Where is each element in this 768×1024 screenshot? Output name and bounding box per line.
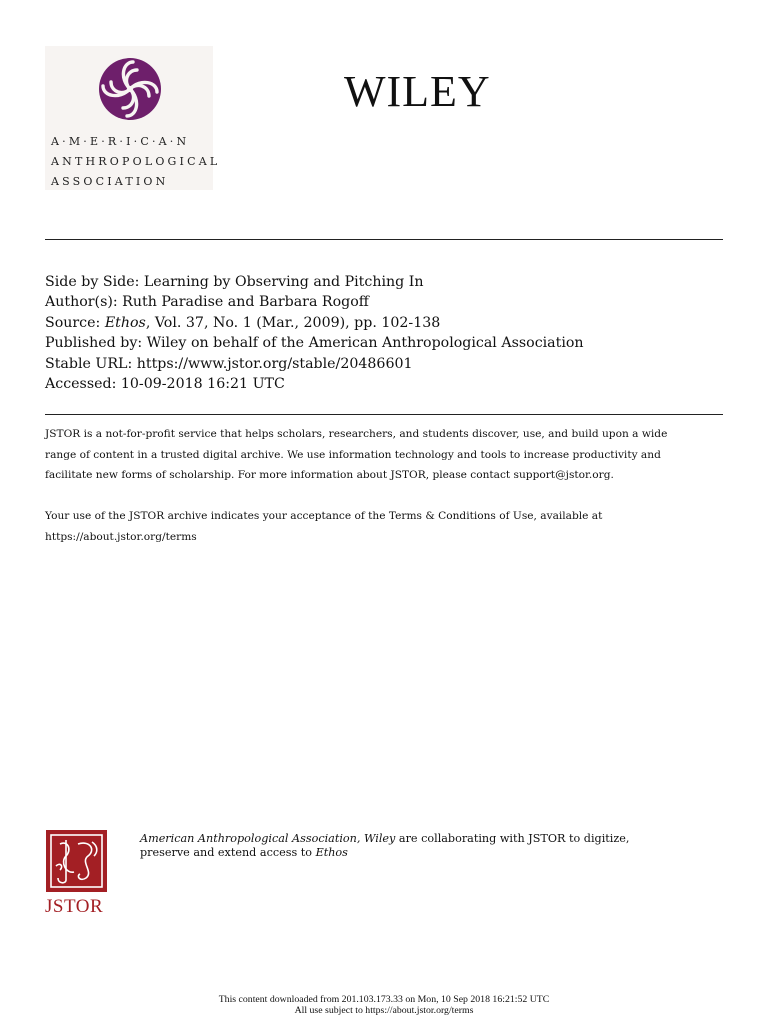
collaboration-line-2 [140, 846, 730, 860]
collaboration-line-1 [140, 832, 730, 846]
top-divider [45, 239, 723, 240]
jstor-logo-mark [46, 830, 107, 892]
terms-link[interactable]: https://about.jstor.org/terms [45, 530, 197, 543]
jstor-wordmark: JSTOR [45, 896, 104, 917]
stable-url-link[interactable]: Stable URL: https://www.jstor.org/stable/20486601 [45, 355, 413, 372]
collaboration-note [140, 832, 730, 859]
aaa-logo-line-2: ANTHROPOLOGICAL [51, 155, 221, 168]
terms-notice[interactable]: All use subject to https://about.jstor.org/terms [294, 1005, 474, 1016]
wiley-logo: WILEY [344, 67, 491, 116]
article-authors: Author(s): Ruth Paradise and Barbara Rogoff [45, 294, 369, 311]
middle-divider [45, 414, 723, 415]
article-publisher: Published by: Wiley on behalf of the American Anthropological Association [45, 335, 584, 352]
article-metadata [45, 272, 725, 394]
source-details: , Vol. 37, No. 1 (Mar., 2009), pp. 102-138 [145, 314, 441, 331]
jstor-notice [45, 424, 725, 547]
terms-line: Your use of the JSTOR archive indicates your acceptance of the Terms & Conditions of Use, available at [45, 510, 603, 522]
jstor-emblem-icon [46, 830, 107, 892]
collaboration-text: preserve and extend access to [140, 845, 316, 859]
accessed-date: Accessed: 10-09-2018 16:21 UTC [45, 376, 285, 393]
source-journal: Ethos [104, 314, 146, 331]
aaa-logo-line-1: A·M·E·R·I·C·A·N [51, 135, 190, 148]
collaborating-publishers: American Anthropological Association, Wiley [140, 832, 396, 845]
article-title: Side by Side: Learning by Observing and Pitching In [45, 274, 424, 290]
notice-line: facilitate new forms of scholarship. For more information about JSTOR, please contact support@jstor.org. [45, 469, 614, 481]
source-prefix: Source: [45, 314, 105, 331]
aaa-logo [45, 46, 221, 190]
aaa-logo-line-3: ASSOCIATION [51, 175, 169, 188]
download-info: This content downloaded from 201.103.173.33 on Mon, 10 Sep 2018 16:21:52 UTC [218, 994, 550, 1005]
download-footer [0, 994, 768, 1016]
aaa-spiral-icon [97, 56, 163, 122]
notice-line: range of content in a trusted digital archive. We use information technology and tools to increase productivity and [45, 448, 661, 461]
collaboration-text: are collaborating with JSTOR to digitize, [395, 832, 630, 845]
notice-line: JSTOR is a not-for-profit service that helps scholars, researchers, and students discover, use, and build upon a wide [45, 428, 668, 440]
paragraph-gap [45, 486, 725, 507]
article-source [45, 313, 725, 333]
collaboration-journal: Ethos [315, 845, 348, 859]
